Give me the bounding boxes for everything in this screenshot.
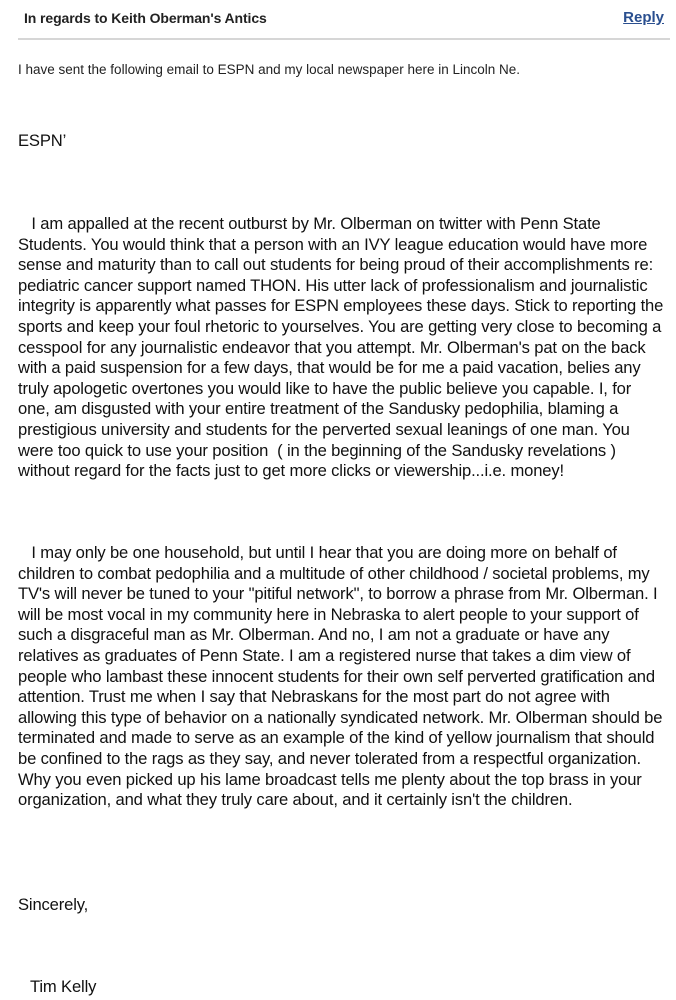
reply-link[interactable]: Reply <box>623 9 664 26</box>
message-header <box>18 0 670 40</box>
letter-closing: Sincerely, <box>18 895 89 914</box>
letter-paragraph-2: I may only be one household, but until I hear that you are doing more on behalf of children to combat pedophilia and a multitude of other childhood / societal problems, my TV's will never be tuned to your "pitiful network", to borrow a phrase from Mr. Olberman. I will be most vocal in my community here in Nebraska to alert people to your support of such a disgraceful man as Mr. Olberman. And no, I am not a graduate or have any relatives as graduates of Penn State. I am a registered nurse that takes a dim view of people who lambast these innocent students for their own self perverted gratification and attention. Trust me when I say that Nebraskans for the most part do not agree with allowing this type of behavior on a nationally syndicated network. Mr. Olberman should be terminated and made to serve as an example of the kind of yellow journalism that should be confined to the rags as they say, and never tolerated from a respectful organization. Why you even picked up his lame broadcast tells me plenty about the top brass in your organization, and what they truly care about, and it certainly isn't the children. <box>18 543 667 810</box>
message-intro: I have sent the following email to ESPN and my local newspaper here in Lincoln Ne. <box>18 62 521 77</box>
letter-paragraph-1: I am appalled at the recent outburst by Mr. Olberman on twitter with Penn State Students. You would think that a person with an IVY league education would have more sense and maturity than to call out students for being proud of their accomplishments re: pediatric cancer support named THON. His utter lack of professionalism and journalistic integrity is apparently what passes for ESPN employees these days. Stick to reporting the sports and keep your foul rhetoric to yourselves. You are getting very close to becoming a cesspool for any journalistic endeavor that you attempt. Mr. Olberman's pat on the back with a paid suspension for a few days, that would be for me a paid vacation, belies any truly apologetic overtones you would like to have the public believe you capable. I, for one, am disgusted with your entire treatment of the Sandusky pedophilia, blaming a prestigious university and students for the perverted sexual leanings of one man. You were too quick to use your position ( in the beginning of the Sandusky revelations ) without regard for the facts just to get more clicks or viewership...i.e. money! <box>18 214 668 481</box>
letter-salutation: ESPN’ <box>18 131 67 150</box>
letter-signature: Tim Kelly <box>30 977 97 996</box>
message-subject: In regards to Keith Oberman's Antics <box>24 10 267 26</box>
